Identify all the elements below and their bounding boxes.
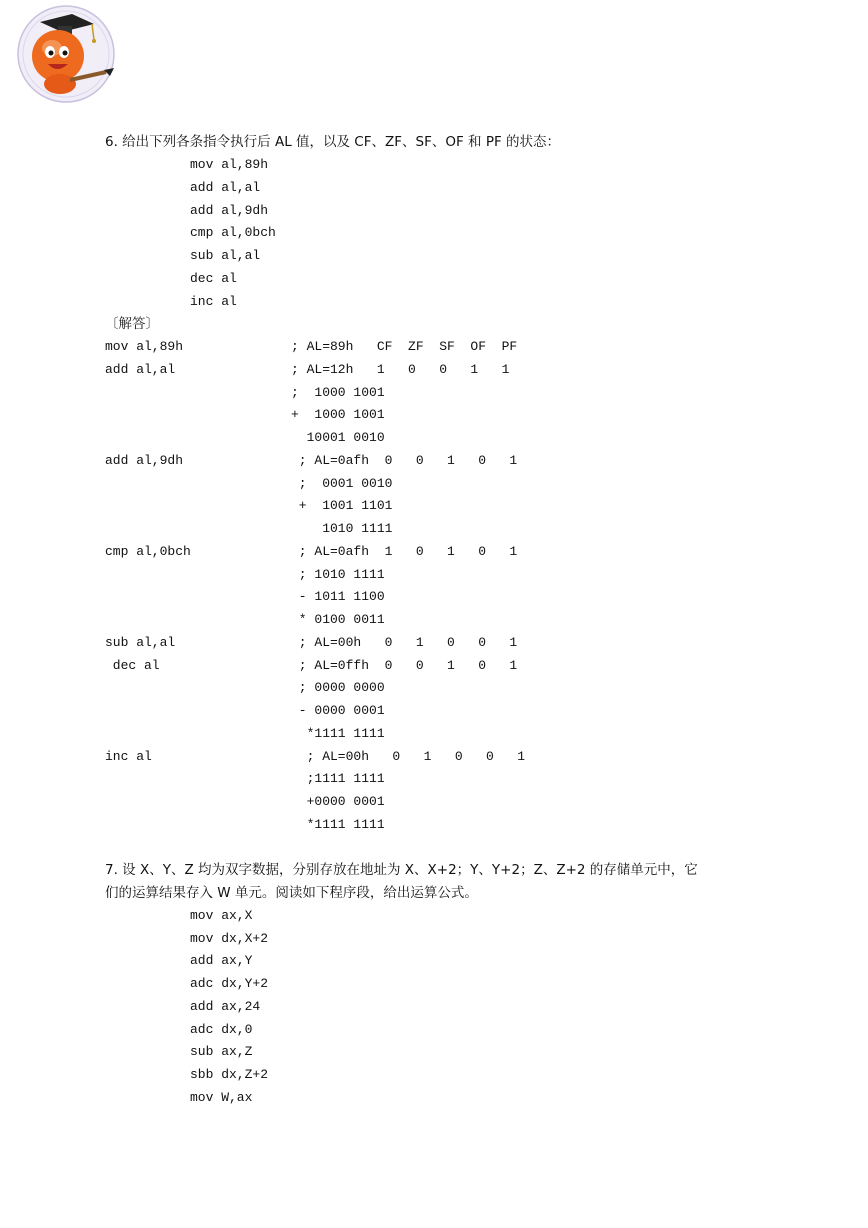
answer-instruction: mov al,89h	[105, 339, 184, 354]
answer-comment: ; 1000 1001	[291, 385, 385, 400]
code-line: dec al	[190, 271, 237, 286]
answer-comment: *1111 1111	[291, 726, 385, 741]
code-line: add al,9dh	[190, 203, 269, 218]
answer-instruction: sub al,al	[105, 635, 176, 650]
code-line: mov al,89h	[190, 157, 269, 172]
answer-comment: ; 0001 0010	[291, 476, 393, 491]
answer-instruction: add al,9dh	[105, 453, 184, 468]
code-line: sub ax,Z	[190, 1044, 253, 1059]
code-line: mov dx,X+2	[190, 931, 269, 946]
answer-comment: * 0100 0011	[291, 612, 385, 627]
code-line: mov ax,X	[190, 908, 253, 923]
answer-comment: ; 1010 1111	[291, 567, 385, 582]
answer-comment: ; AL=00h 0 1 0 0 1	[291, 749, 526, 764]
answer-comment: - 1011 1100	[291, 589, 385, 604]
answer-comment: + 1001 1101	[291, 498, 393, 513]
answer-comment: ; AL=00h 0 1 0 0 1	[291, 635, 518, 650]
answer-comment: + 1000 1001	[291, 407, 385, 422]
code-line: inc al	[190, 294, 237, 309]
answer-comment: ; 0000 0000	[291, 680, 385, 695]
answer-instruction: cmp al,0bch	[105, 544, 191, 559]
answer-comment: +0000 0001	[291, 794, 385, 809]
answer-comment: ; AL=89h CF ZF SF OF PF	[291, 339, 518, 354]
answer-comment: 10001 0010	[291, 430, 385, 445]
question-7-title-line2: 们的运算结果存入 W 单元。阅读如下程序段，给出运算公式。	[105, 885, 478, 901]
code-line: cmp al,0bch	[190, 225, 276, 240]
question-6-title: 6. 给出下列各条指令执行后 AL 值，以及 CF、ZF、SF、OF 和 PF 的状态：	[105, 134, 561, 150]
answer-comment: ; AL=0afh 0 0 1 0 1	[291, 453, 518, 468]
code-line: add al,al	[190, 180, 261, 195]
code-line: add ax,Y	[190, 953, 253, 968]
answer-instruction: add al,al	[105, 362, 176, 377]
answer-instruction: inc al	[105, 749, 152, 764]
code-line: add ax,24	[190, 999, 261, 1014]
answer-comment: ;1111 1111	[291, 771, 385, 786]
code-line: adc dx,Y+2	[190, 976, 269, 991]
answer-comment: - 0000 0001	[291, 703, 385, 718]
code-line: sub al,al	[190, 248, 261, 263]
answer-comment: ; AL=0ffh 0 0 1 0 1	[291, 658, 518, 673]
answer-comment: *1111 1111	[291, 817, 385, 832]
code-line: sbb dx,Z+2	[190, 1067, 269, 1082]
question-7-title-line1: 7. 设 X、Y、Z 均为双字数据，分别存放在地址为 X、X+2；Y、Y+2；Z、Z+2 的存储单元中，它	[105, 862, 698, 878]
code-line: adc dx,0	[190, 1022, 253, 1037]
answer-label: 〔解答〕	[105, 316, 159, 332]
answer-comment: ; AL=12h 1 0 0 1 1	[291, 362, 510, 377]
answer-comment: ; AL=0afh 1 0 1 0 1	[291, 544, 518, 559]
answer-comment: 1010 1111	[291, 521, 393, 536]
logo-image	[10, 0, 122, 112]
answer-instruction: dec al	[105, 658, 160, 673]
code-line: mov W,ax	[190, 1090, 253, 1105]
